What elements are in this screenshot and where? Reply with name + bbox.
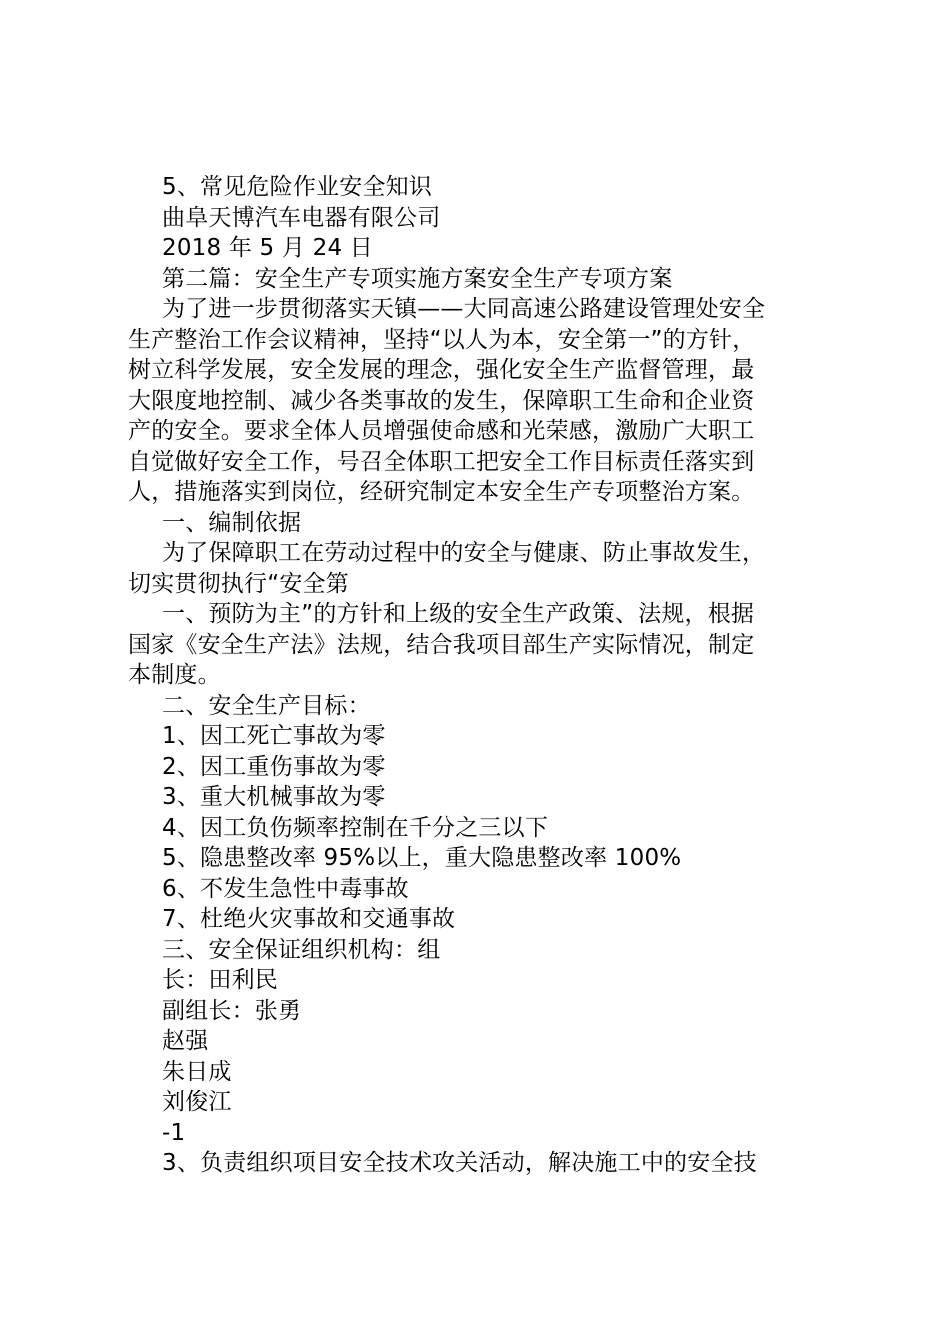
text-line-22: 4、因工负伤频率控制在千分之三以下	[162, 814, 549, 841]
text-line-31: 刘俊江	[162, 1089, 232, 1115]
text-line-24: 6、不发生急性中毒事故	[162, 875, 409, 902]
document-body	[128, 172, 828, 1179]
text-line-4: 第二篇：安全生产专项实施方案安全生产专项方案	[162, 265, 673, 292]
text-line-26: 三、安全保证组织机构：组	[162, 936, 441, 963]
text-line-27: 长：田利民	[162, 967, 278, 993]
text-line-7: 树立科学发展，安全发展的理念，强化安全生产监督管理，最	[128, 357, 755, 383]
text-line-13: 为了保障职工在劳动过程中的安全与健康、防止事故发生，	[162, 540, 766, 566]
text-line-17: 本制度。	[128, 662, 221, 688]
text-line-15: 一、预防为主”的方针和上级的安全生产政策、法规，根据	[162, 601, 755, 627]
text-line-16: 国家《安全生产法》法规，结合我项目部生产实际情况，制定	[128, 631, 755, 658]
text-line-9: 产的安全。要求全体人员增强使命感和光荣感，激励广大职工	[128, 418, 755, 444]
text-line-23: 5、隐患整改率 95%以上，重大隐患整改率 100%	[162, 845, 682, 871]
text-line-1: 5、常见危险作业安全知识	[162, 174, 433, 200]
text-line-6: 生产整治工作会议精神，坚持“以人为本，安全第一”的方针，	[128, 326, 756, 353]
text-line-19: 1、因工死亡事故为零	[162, 723, 386, 749]
text-line-11: 人，措施落实到岗位，经研究制定本安全生产专项整治方案。	[128, 479, 755, 505]
text-line-14: 切实贯彻执行“安全第	[128, 570, 349, 597]
text-line-12: 一、编制依据	[162, 509, 302, 536]
text-line-33: 3、负责组织项目安全技术攻关活动，解决施工中的安全技	[162, 1150, 757, 1176]
text-line-20: 2、因工重伤事故为零	[162, 753, 386, 780]
text-line-5: 为了进一步贯彻落实天镇——大同高速公路建设管理处安全	[162, 296, 766, 322]
text-line-18: 二、安全生产目标：	[162, 692, 371, 719]
text-line-10: 自觉做好安全工作，号召全体职工把安全工作目标责任落实到	[128, 448, 755, 475]
text-line-29: 赵强	[162, 1028, 209, 1054]
text-line-8: 大限度地控制、减少各类事故的发生，保障职工生命和企业资	[128, 387, 755, 414]
text-line-28: 副组长：张勇	[162, 997, 302, 1024]
text-line-3: 2018 年 5 月 24 日	[162, 235, 373, 261]
text-line-32: -1	[162, 1119, 186, 1146]
text-line-25: 7、杜绝火灾事故和交通事故	[162, 906, 456, 932]
text-line-2: 曲阜天博汽车电器有限公司	[162, 204, 441, 231]
text-line-21: 3、重大机械事故为零	[162, 784, 386, 810]
text-line-30: 朱日成	[162, 1058, 232, 1085]
